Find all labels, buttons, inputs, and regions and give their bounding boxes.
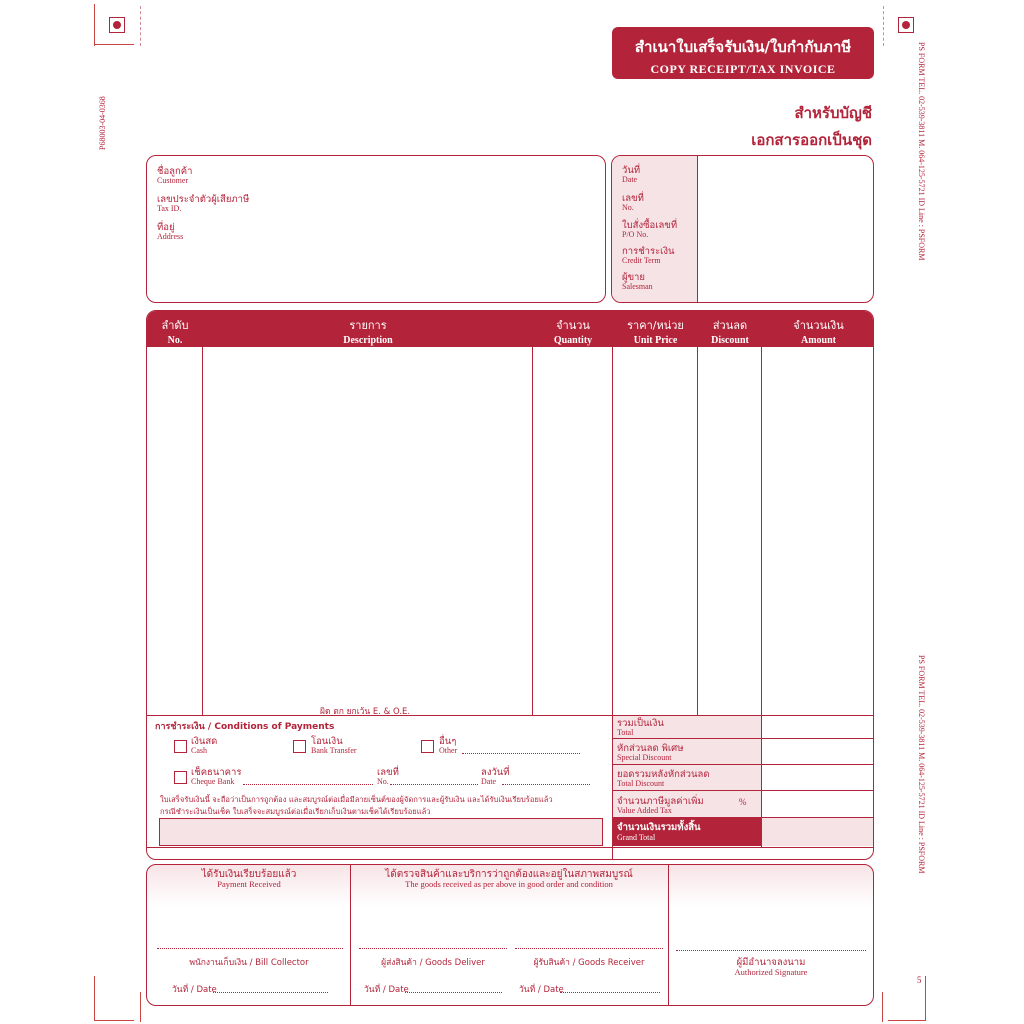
cash-label: เงินสด Cash — [191, 736, 218, 755]
trim-mark — [94, 44, 134, 45]
trim-mark — [140, 992, 141, 1022]
collector-date-label: วันที่ / Date — [172, 985, 217, 995]
items-table — [146, 310, 874, 860]
cheque-date-label: ลงวันที่ Date — [481, 767, 510, 786]
collector-date-line[interactable] — [213, 992, 328, 993]
payment-title: การชำระเงิน / Conditions of Payments — [155, 722, 335, 732]
title-english: COPY RECEIPT/TAX INVOICE — [650, 62, 836, 76]
salesman-label: ผู้ขาย Salesman — [622, 272, 653, 291]
items-bottom-line — [147, 715, 873, 716]
trim-mark — [888, 1020, 926, 1021]
left-perforation — [140, 6, 141, 46]
totals-bottom — [147, 847, 873, 848]
total-label: รวมเป็นเงิน Total — [617, 718, 664, 737]
bill-collector-label: พนักงานเก็บเงิน / Bill Collector — [189, 958, 309, 968]
title-thai: สำเนาใบเสร็จรับเงิน/ใบกำกับภาษี — [634, 38, 852, 56]
other-checkbox[interactable] — [421, 740, 434, 753]
trim-mark — [925, 976, 926, 1020]
receiver-date-line[interactable] — [560, 992, 660, 993]
after-discount-label: ยอดรวมหลังหักส่วนลด Total Discount — [617, 769, 710, 788]
punch-hole-left-icon — [109, 17, 125, 33]
bank-transfer-checkbox[interactable] — [293, 740, 306, 753]
trim-mark — [94, 976, 95, 1020]
remarks-box[interactable] — [159, 818, 603, 846]
credit-term-label: การชำระเงิน Credit Term — [622, 246, 675, 265]
authorized-signature-label: ผู้มีอำนาจลงนาม Authorized Signature — [734, 957, 808, 977]
subtitle-accounting: สำหรับบัญชี — [794, 104, 872, 122]
col-header-quantity: จำนวน Quantity — [553, 319, 593, 346]
totals-divider — [613, 790, 873, 791]
cheque-label: เช็คธนาคาร Cheque Bank — [191, 767, 242, 786]
title-banner — [612, 27, 874, 79]
col-header-no: ลำดับ No. — [161, 319, 189, 346]
tax-id-label: เลขประจำตัวผู้เสียภาษี Tax ID. — [157, 194, 250, 213]
goods-receiver-label: ผู้รับสินค้า / Goods Receiver — [533, 958, 645, 968]
trim-mark — [882, 992, 883, 1022]
cheque-bank-field-line[interactable] — [243, 784, 373, 785]
sig-divider — [350, 864, 351, 1006]
goods-received-heading: ได้ตรวจสินค้าและบริการว่าถูกต้องและอยู่ในสภาพสมบูรณ์ The goods received as per above in good order and condition — [385, 869, 633, 889]
cheque-no-field-line[interactable] — [390, 784, 478, 785]
bank-transfer-label: โอนเงิน Bank Transfer — [311, 736, 357, 755]
date-label: วันที่ Date — [622, 165, 641, 184]
col-divider — [697, 310, 698, 715]
totals-divider — [613, 764, 873, 765]
deliver-date-label: วันที่ / Date — [364, 985, 409, 995]
sig-divider — [668, 864, 669, 1006]
payment-note-1: ใบเสร็จรับเงินนี้ จะถือว่าเป็นการถูกต้อง และสมบูรณ์ต่อเมื่อมีลายเซ็นต์ของผู้จัดการและผู้รับเงิน และได้รับเงินเรียบร้อยแล้ว — [160, 795, 553, 804]
col-divider — [202, 310, 203, 715]
grand-total-label: จำนวนเงินรวมทั้งสิ้น Grand Total — [617, 822, 701, 842]
trim-mark — [94, 4, 95, 46]
col-divider — [532, 310, 533, 715]
eoe-note: ผิด ตก ยกเว้น E. & O.E. — [320, 707, 411, 717]
other-field-line[interactable] — [462, 753, 580, 754]
col-header-description: รายการ Description — [343, 319, 393, 346]
page-number: 5 — [917, 975, 922, 985]
cheque-checkbox[interactable] — [174, 771, 187, 784]
side-form-code: P68003-04-0368 — [98, 96, 107, 150]
cash-checkbox[interactable] — [174, 740, 187, 753]
col-divider — [761, 310, 762, 847]
collector-signature-line[interactable] — [157, 948, 343, 949]
subtitle-set: เอกสารออกเป็นชุด — [751, 131, 872, 149]
trim-mark — [94, 1020, 134, 1021]
receiver-date-label: วันที่ / Date — [519, 985, 564, 995]
special-discount-label: หักส่วนลด พิเศษ Special Discount — [617, 743, 684, 762]
other-label: อื่นๆ Other — [439, 736, 458, 755]
payment-received-heading: ได้รับเงินเรียบร้อยแล้ว Payment Received — [201, 869, 297, 889]
col-header-discount: ส่วนลด Discount — [711, 319, 749, 346]
deliver-date-line[interactable] — [405, 992, 502, 993]
right-perforation — [883, 6, 884, 46]
col-header-amount: จำนวนเงิน Amount — [793, 319, 844, 346]
punch-hole-right-icon — [898, 17, 914, 33]
number-label: เลขที่ No. — [622, 193, 644, 212]
po-label: ใบสั่งซื้อเลขที่ P/O No. — [622, 220, 678, 239]
deliver-signature-line[interactable] — [359, 948, 507, 949]
receiver-signature-line[interactable] — [515, 948, 663, 949]
payment-note-2: กรณีชำระเงินเป็นเช็ค ใบเสร็จจะสมบูรณ์ต่อเมื่อเรียกเก็บเงินตามเช็คได้เรียบร้อยแล้ว — [160, 807, 431, 816]
col-header-unit-price: ราคา/หน่วย Unit Price — [627, 319, 684, 346]
vat-percent: % — [739, 797, 747, 807]
side-form-contact-top: PS FORM TEL. 02-539-3811 M. 064-125-5721 ID Line : PSFORM — [917, 42, 926, 261]
customer-box — [146, 155, 606, 303]
customer-name-label: ชื่อลูกค้า Customer — [157, 166, 193, 185]
authorized-signature-line[interactable] — [676, 950, 866, 951]
cheque-no-label: เลขที่ No. — [377, 767, 399, 786]
side-form-contact-bottom: PS FORM TEL. 02-539-3811 M. 064-125-5721 ID Line : PSFORM — [917, 655, 926, 874]
totals-divider — [613, 738, 873, 739]
cheque-date-field-line[interactable] — [502, 784, 590, 785]
grand-total-amount-box — [762, 818, 873, 846]
goods-deliver-label: ผู้ส่งสินค้า / Goods Deliver — [381, 958, 485, 968]
address-label: ที่อยู่ Address — [157, 222, 184, 241]
vat-label: จำนวนภาษีมูลค่าเพิ่ม Value Added Tax — [617, 796, 704, 815]
